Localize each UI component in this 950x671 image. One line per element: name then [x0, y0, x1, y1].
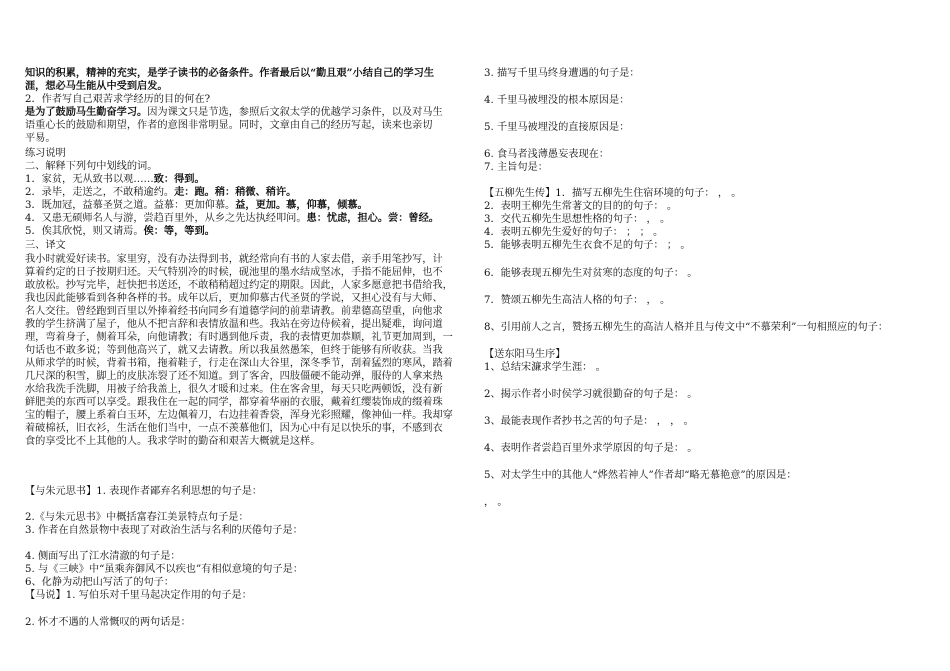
translation-line: 从师求学的时候，背着书箱，拖着鞋子，行走在深山大谷里，深冬季节，刮着猛烈的寒风，踏着	[25, 358, 453, 369]
question-line: 5．能够表明五柳先生衣食不足的句子： ； 。	[484, 240, 691, 251]
translation-line: 理，弯着身子，侧着耳朵，向他请教；有时遇到他斥责，我的表情更加恭顺，礼节更加周到，一	[25, 332, 453, 343]
question-line: 2．表明王柳先生常著文的目的的句子： 。	[484, 201, 678, 212]
question-line: 6．能够表现五柳先生对贫寒的态度的句子： 。	[484, 268, 698, 279]
question-line: 【五柳先生传】1．描写五柳先生住宿环境的句子： ， 。	[484, 188, 742, 199]
section-2-title: 二、解释下列句中划线的词。	[25, 161, 158, 172]
question-line: 3. 描写千里马终身遭遇的句子是：	[484, 68, 640, 79]
question-line: 4．表明五柳先生爱好的句子： ； ； 。	[484, 227, 664, 238]
answer-2-line: 语重心长的鼓励和期望，作者的意图非常明显。同时，文章由自己的经历写起，读来也亲切	[25, 120, 433, 131]
answer-2	[25, 106, 443, 119]
question-line: 4. 千里马被埋没的根本原因是：	[484, 95, 630, 106]
question-line: 4. 侧面写出了江水清澈的句子是：	[25, 551, 181, 562]
translation-line: 名人交往。曾经跑到百里以外捧着经书向同乡有道德学问的前辈请教。前辈德高望重，向他求	[25, 306, 443, 317]
vocab-sentence: 4．又患无硕师名人与游，尝趋百里外，从乡之先达执经叩问。	[25, 213, 307, 224]
vocab-item	[25, 173, 205, 186]
intro-text: 知识的积累，精神的充实，是学子读书的必备条件。作者最后以“勤且艰”小结自己的学习生	[25, 67, 435, 79]
translation-line: 敢放松。抄写完毕，赶快把书送还，不敢稍稍超过约定的期限。因此，人家多愿意把书借给我，	[25, 280, 453, 291]
translation-line: 鲜肥美的东西可以享受。跟我住在一起的同学，都穿着华丽的衣服，戴着红缨装饰成的缀着珠	[25, 397, 443, 408]
translation-line: 宝的帽子，腰上系着白玉环，左边佩着刀，右边挂着香袋，浑身光彩照耀，像神仙一样。我却穿	[25, 410, 453, 421]
question-line: 5. 千里马被埋没的直接原因是：	[484, 122, 630, 133]
question-line: 7．赞颂五柳先生高洁人格的句子： ， 。	[484, 295, 671, 306]
question-line: 2.《与朱元思书》中概括富春江美景特点句子是：	[25, 512, 249, 523]
translation-line: 算着约定的日子按期归还。天气特别冷的时候，砚池里的墨水结成坚冰，手指不能屈伸，也不	[25, 267, 443, 278]
question-line: 6. 食马者浅薄愚妄表现在：	[484, 149, 610, 160]
vocab-answer: 俟：等，等到。	[143, 225, 215, 237]
question-line: 8、引用前人之言，赞扬五柳先生的高洁人格并且与传文中“不慕荣利”一句相照应的句子：	[484, 322, 889, 333]
practice-title: 练习说明	[25, 148, 66, 159]
vocab-answer: 致：得到。	[153, 173, 205, 185]
question-line: 4、表明作者尝趋百里外求学原因的句子是： 。	[484, 443, 698, 454]
question-line: 3、最能表现作者抄书之苦的句子是： ， ， 。	[484, 416, 694, 427]
question-line: 1、总结宋濂求学生涯： 。	[484, 362, 606, 373]
question-line: 5、对太学生中的其他人“烨然若神人”作者却“略无慕艳意”的原因是：	[484, 470, 797, 481]
translation-line: 我小时就爱好读书。家里穷，没有办法得到书，就经常向有书的人家去借，亲手用笔抄写，计	[25, 254, 443, 265]
question-line: 6、化静为动把山写活了的句子：	[25, 577, 175, 588]
vocab-answer: 患：忧虑，担心。尝：曾经。	[306, 212, 439, 224]
translation-line: 我也因此能够看到各种各样的书。成年以后，更加仰慕古代圣贤的学说，又担心没有与大师、	[25, 293, 443, 304]
question-line: 【与朱元思书】1. 表现作者鄙弃名利思想的句子是：	[25, 486, 263, 497]
question-line: 【马说】1. 写伯乐对千里马起决定作用的句子是：	[25, 590, 252, 601]
translation-line: 着破棉袄，旧衣衫，生活在他们当中，一点不羡慕他们，因为心中有足以快乐的事，不感到衣	[25, 423, 443, 434]
answer-blank-line: ， 。	[484, 497, 508, 508]
vocab-item	[25, 186, 296, 199]
vocab-item	[25, 199, 368, 212]
section-3-title: 三、译文	[25, 240, 66, 251]
translation-line: 食的享受比不上其他的人。我求学时的勤奋和艰苦大概就是这样。	[25, 436, 321, 447]
answer-2-line: 平易。	[25, 133, 56, 144]
vocab-sentence: 3．既加冠，益慕圣贤之道。益慕：更加仰慕。	[25, 200, 236, 211]
translation-line: 几尺深的积雪，脚上的皮肤冻裂了还不知道。到了客舍，四肢僵硬不能动弹，服侍的人拿来热	[25, 371, 443, 382]
vocab-answer: 走：跑。稍：稍微、稍许。	[174, 186, 297, 198]
question-line: 2. 怀才不遇的人常慨叹的两句话是：	[25, 617, 191, 628]
intro-text: 涯，想必马生能从中受到启发。	[25, 80, 168, 92]
vocab-item	[25, 212, 439, 225]
vocab-answer: 益，更加。慕，仰慕，倾慕。	[235, 199, 368, 211]
question-line: 2、揭示作者小时侯学习就很勤奋的句子是： 。	[484, 389, 698, 400]
answer-2-rest: 因为课文只是节选，参照后文叙太学的优越学习条件，以及对马生	[147, 107, 443, 118]
question-line: 3．交代五柳先生思想性格的句子： ， 。	[484, 214, 671, 225]
vocab-sentence: 2．录毕，走送之，不敢稍逾约。	[25, 187, 175, 198]
section-heading: 【送东阳马生序】	[484, 349, 566, 360]
question-line: 5. 与《三峡》中“虽乘奔御风不以疾也”有相似意境的句子是：	[25, 564, 304, 575]
translation-line: 教的学生挤满了屋子，他从不把言辞和表情放温和些。我站在旁边侍候着，提出疑难，询问道	[25, 319, 443, 330]
vocab-sentence: 1．家贫，无从致书以观……	[25, 174, 154, 185]
vocab-item	[25, 225, 215, 238]
question-line: 7. 主旨句是：	[484, 162, 548, 173]
translation-line: 句话也不敢多说；等到他高兴了，就又去请教。所以我虽然愚笨，但终于能够有所收获。当我	[25, 345, 443, 356]
translation-line: 水给我洗手洗脚，用被子给我盖上，很久才暖和过来。住在客舍里，每天只吃两顿饭，没有新	[25, 384, 443, 395]
vocab-sentence: 5．俟其欣悦，则又请焉。	[25, 226, 144, 237]
answer-2-bold: 是为了鼓励马生勤奋学习。	[25, 106, 148, 118]
question-2: 2．作者写自己艰苦求学经历的目的何在?	[25, 94, 211, 105]
question-line: 3. 作者在自然景物中表现了对政治生活与名利的厌倦句子是：	[25, 525, 303, 536]
